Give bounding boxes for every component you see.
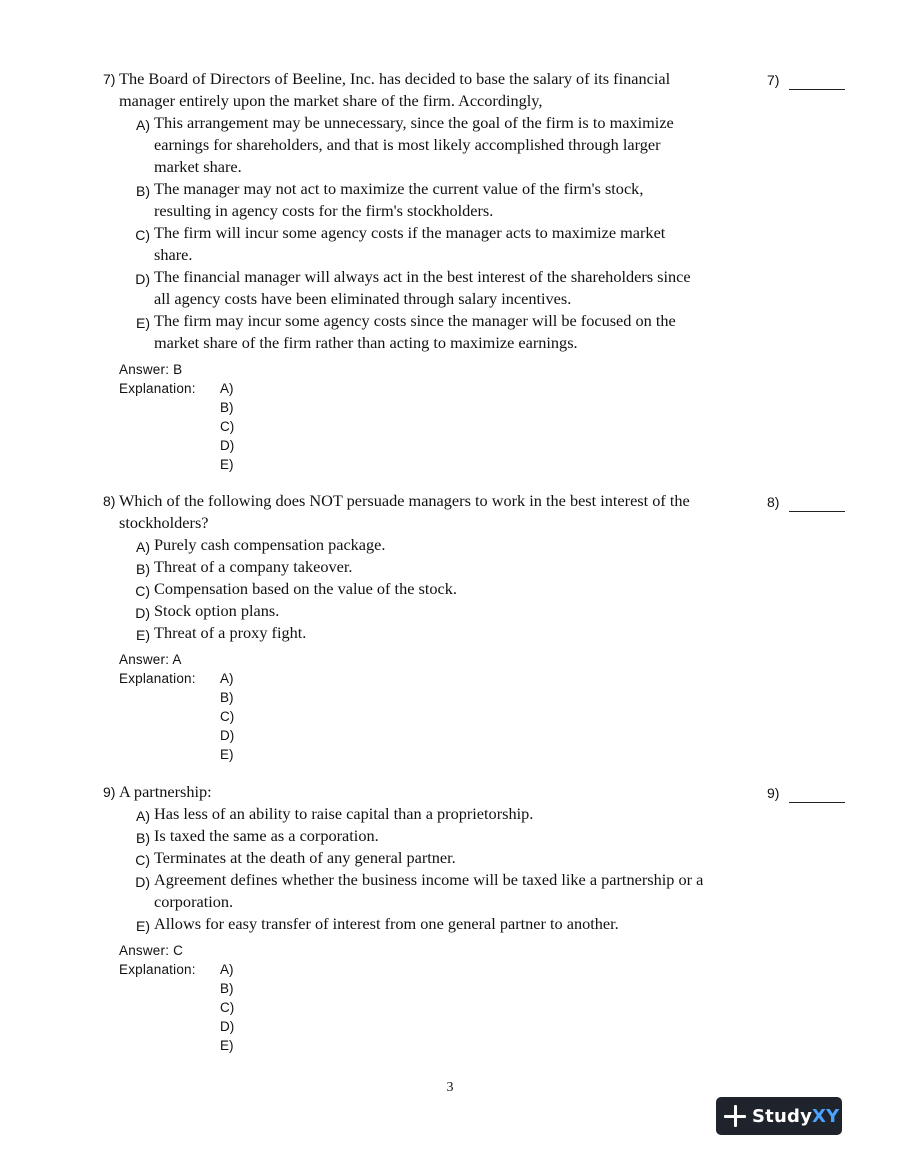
answer-choices [130,803,760,935]
choice-a: A) Has less of an ability to raise capital than a proprietorship. [136,804,534,824]
question-stem: Which of the following does NOT persuade managers to work in the best interest of the stockholders? [119,491,690,532]
question-stem: The Board of Directors of Beeline, Inc. has decided to base the salary of its financial manager entirely upon the market share of the firm. Accordingly, [119,69,671,110]
answer-block [119,941,196,979]
choice-c: C) Compensation based on the value of the stock. [135,579,457,599]
logo-wordmark: StudyXY [752,1105,840,1127]
choice-b: B) Threat of a company takeover. [136,557,353,577]
choice-e: E) Threat of a proxy fight. [136,623,307,643]
explanation-letters: A) B) C) D) E) [220,381,235,472]
choice-a: A) Purely cash compensation package. [136,535,386,555]
question-stem: A partnership: [119,782,212,801]
blank-line [789,89,845,90]
blank-line [789,511,845,512]
explanation-label: Explanation: [119,671,196,686]
answer-blank[interactable]: 8) [767,494,779,510]
plus-icon [724,1105,746,1127]
question-number: 8) [103,493,116,509]
choice-c: C) Terminates at the death of any general partner. [135,848,456,868]
answer-choices [130,112,760,354]
choice-d: D) The financial manager will always act in the best interest of the shareholders since all agency costs have been eliminated through salary incentives. [135,267,691,308]
studyxy-logo[interactable] [716,1097,842,1135]
explanation-label: Explanation: [119,381,196,396]
choice-e: E) The firm may incur some agency costs since the manager will be focused on the market share of the firm rather than acting to maximize earnings. [136,311,676,352]
answer-line: Answer: A [119,652,182,667]
choice-d: D) Agreement defines whether the business income will be taxed like a partnership or a corporation. [135,870,704,911]
explanation-label: Explanation: [119,962,196,977]
choice-d: D) Stock option plans. [135,601,280,621]
blank-line [789,802,845,803]
choice-a: A) This arrangement may be unnecessary, since the goal of the firm is to maximize earnings for shareholders, and that is most likely accomplished through larger market share. [136,113,674,176]
answer-block [119,360,196,398]
answer-line: Answer: B [119,362,183,377]
question-number: 9) [103,784,116,800]
answer-blank[interactable]: 7) [767,72,779,88]
explanation-letters: A) B) C) D) E) [220,671,235,762]
answer-choices [130,534,760,644]
question-number: 7) [103,71,116,87]
answer-block [119,650,196,688]
choice-b: B) The manager may not act to maximize the current value of the firm's stock, resulting in agency costs for the firm's stockholders. [136,179,644,220]
answer-line: Answer: C [119,943,184,958]
choice-c: C) The firm will incur some agency costs if the manager acts to maximize market share. [135,223,666,264]
explanation-letters: A) B) C) D) E) [220,962,235,1053]
choice-e: E) Allows for easy transfer of interest from one general partner to another. [136,914,619,934]
choice-b: B) Is taxed the same as a corporation. [136,826,379,846]
answer-blank[interactable]: 9) [767,785,779,801]
page-number: 3 [446,1080,454,1095]
